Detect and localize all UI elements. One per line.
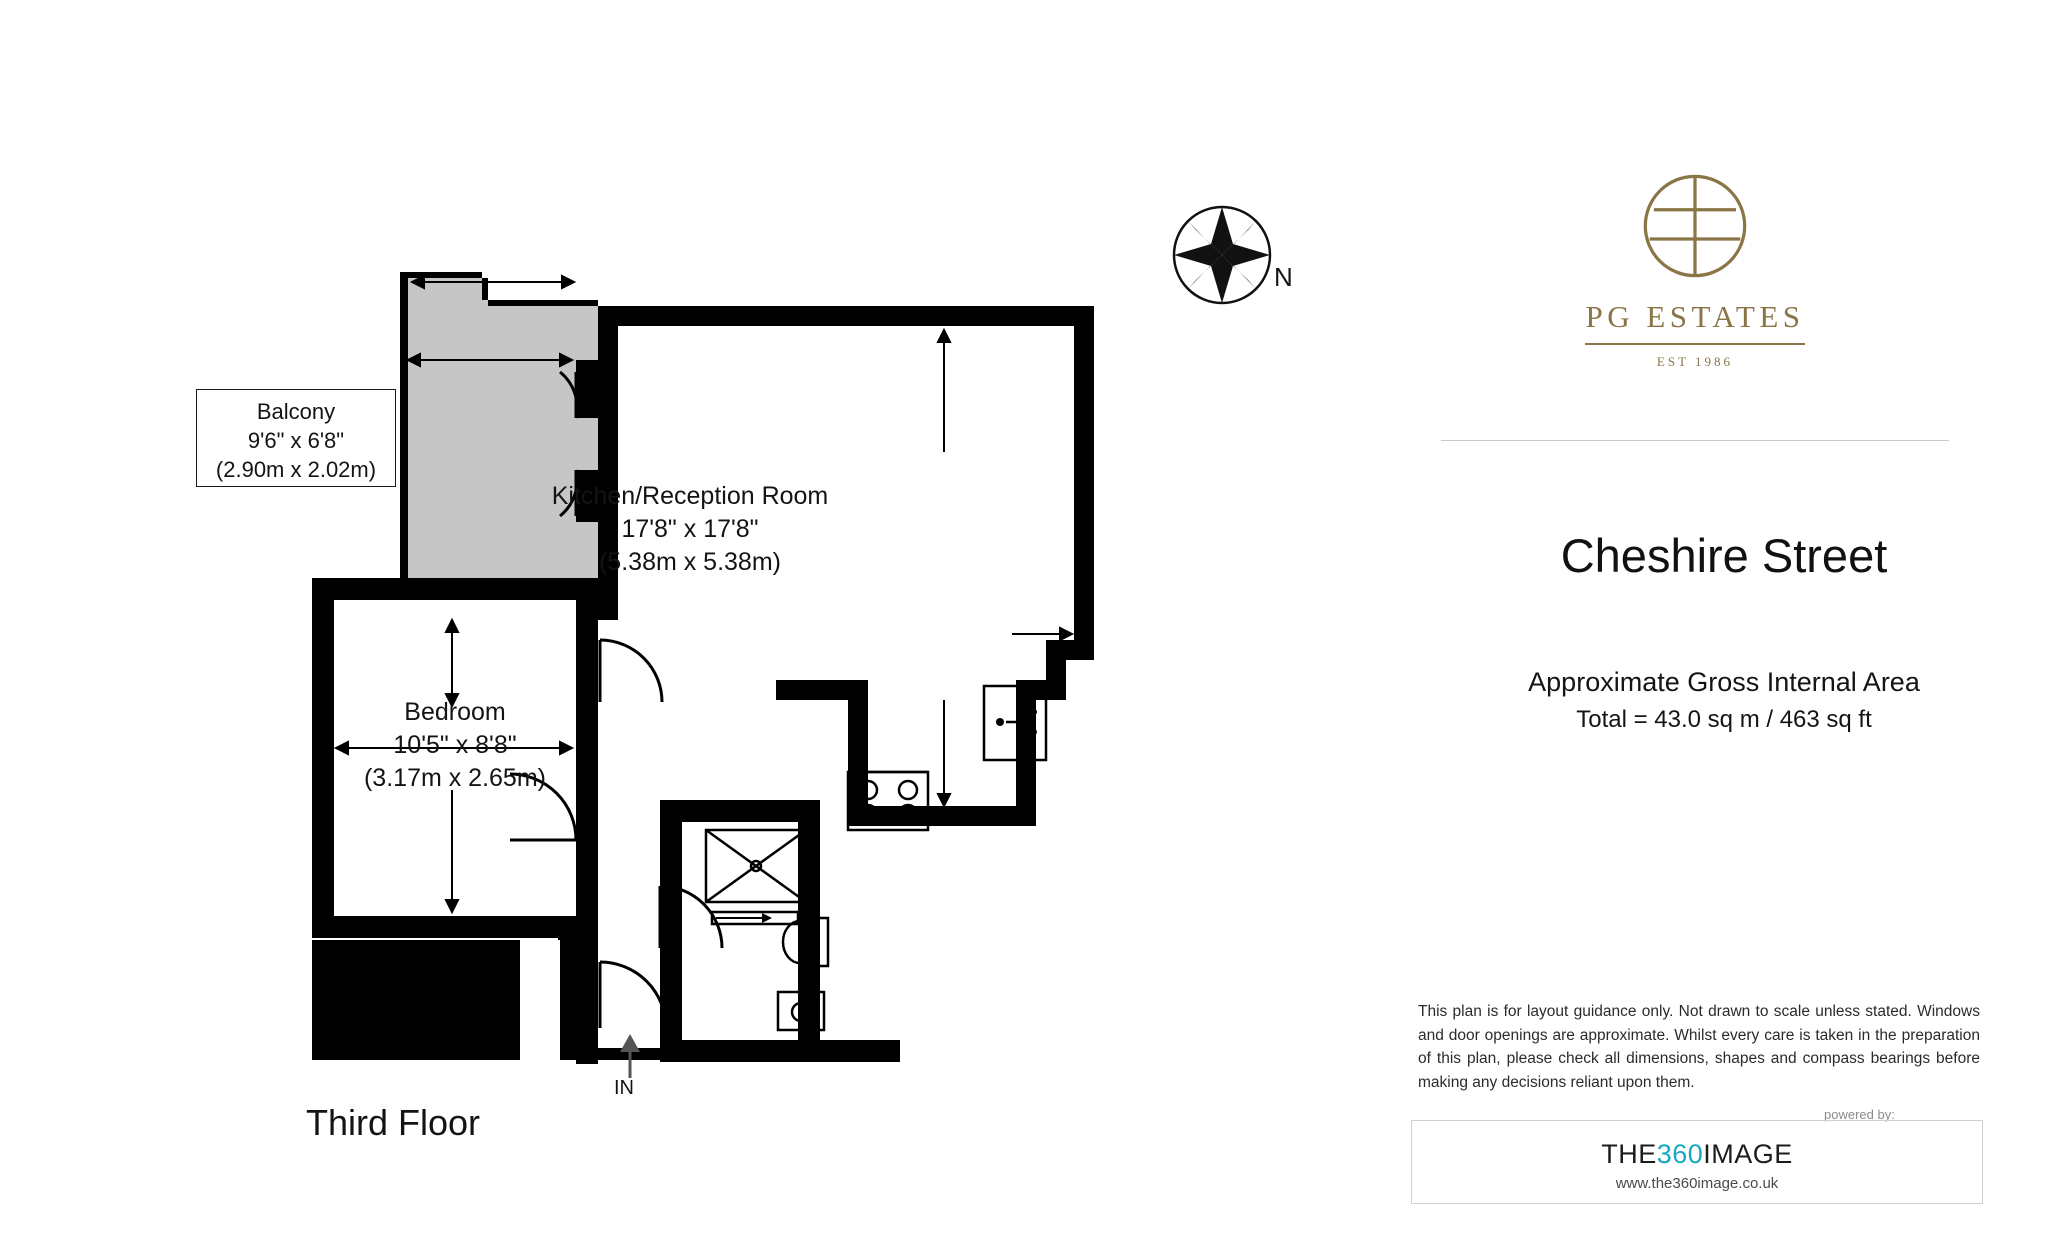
- kitchen-reception-label: [480, 480, 900, 579]
- brand-prefix: THE: [1601, 1139, 1657, 1169]
- bedroom-name: Bedroom: [404, 698, 506, 726]
- entrance-label: IN: [614, 1077, 634, 1099]
- area-total: Total = 43.0 sq m / 463 sq ft: [1576, 706, 1872, 733]
- powered-by-label: powered by:: [1824, 1107, 1895, 1122]
- brand-accent: 360: [1656, 1139, 1704, 1169]
- compass-icon: [1174, 207, 1270, 303]
- compass-north-label: N: [1274, 262, 1293, 292]
- balcony-dim-metric: (2.90m x 2.02m): [215, 457, 377, 483]
- provider-brand-name: [1412, 1139, 1982, 1170]
- agency-name: PG ESTATES: [1585, 299, 1804, 345]
- kitchen-dim-imperial: 17'8" x 17'8": [621, 515, 759, 543]
- area-heading: Approximate Gross Internal Area: [1528, 667, 1920, 697]
- agency-logo: [1564, 172, 1826, 382]
- panel-divider: [1441, 440, 1949, 441]
- provider-url: www.the360image.co.uk: [1615, 1175, 1779, 1192]
- kitchen-dim-metric: (5.38m x 5.38m): [598, 548, 781, 576]
- floor-title: Third Floor: [306, 1102, 481, 1143]
- balcony-dim-imperial: 9'6" x 6'8": [247, 428, 345, 454]
- property-address: Cheshire Street: [1560, 529, 1888, 582]
- window-logo-icon: [1641, 172, 1749, 280]
- bedroom-label: [265, 696, 645, 795]
- agency-established: EST 1986: [1656, 354, 1734, 369]
- bedroom-dim-imperial: 10'5" x 8'8": [393, 731, 517, 759]
- balcony-name: Balcony: [256, 399, 336, 424]
- brand-suffix: IMAGE: [1703, 1139, 1793, 1169]
- kitchen-name: Kitchen/Reception Room: [551, 482, 829, 510]
- provider-brand-box: [1411, 1120, 1983, 1204]
- disclaimer-text: This plan is for layout guidance only. Not drawn to scale unless stated. Windows and door openings are approximate. Whilst every care is taken in the preparation of this plan, please check all dimensions, shapes and compass bearings before making any decisions reliant upon them.: [1418, 1003, 1980, 1091]
- bedroom-dim-metric: (3.17m x 2.65m): [363, 764, 546, 792]
- balcony-label-box: [196, 389, 396, 487]
